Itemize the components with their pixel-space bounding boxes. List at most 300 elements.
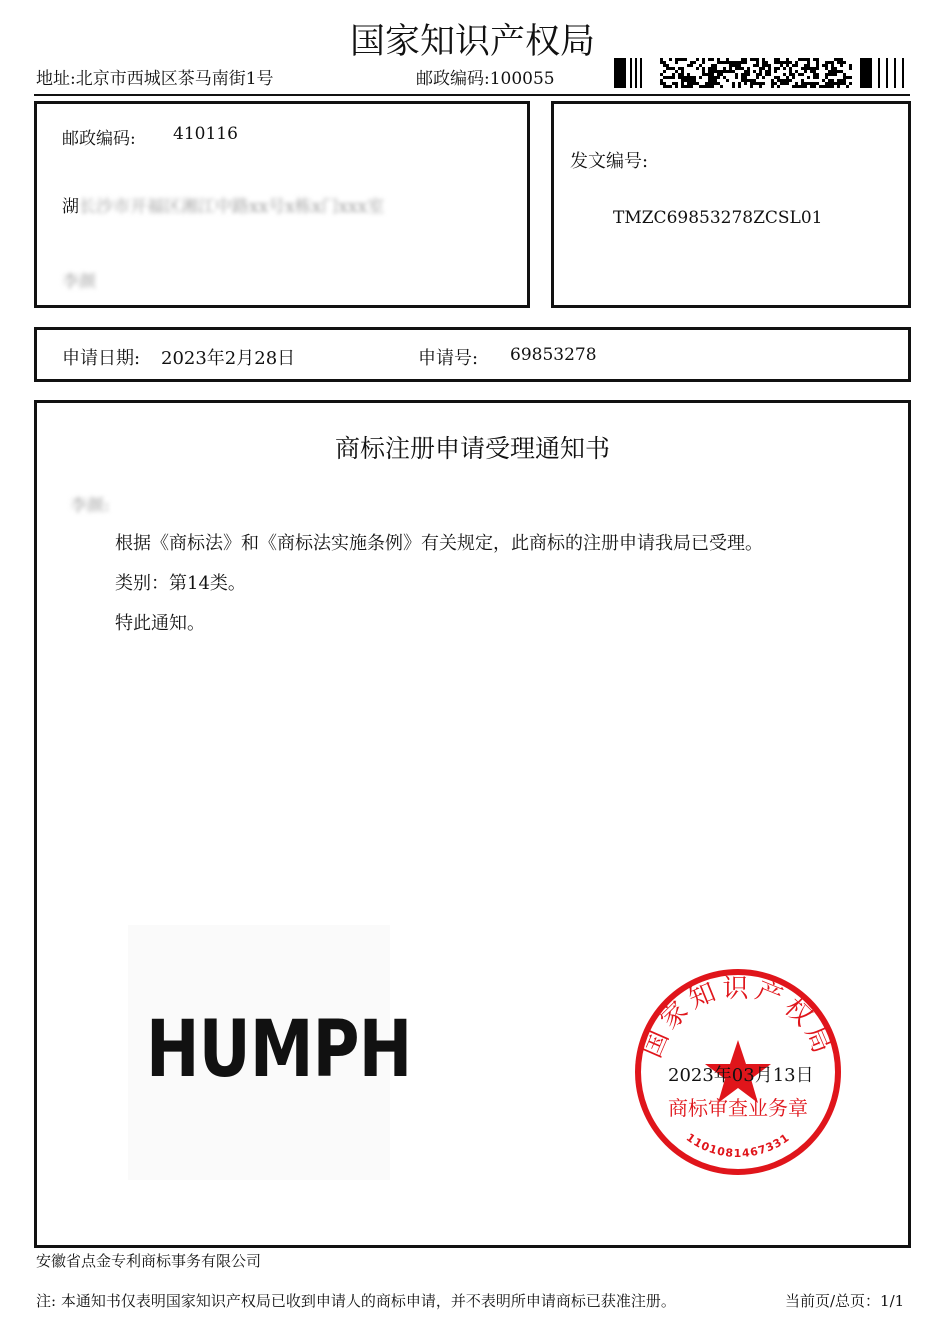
barcode-module xyxy=(729,64,732,67)
barcode-module xyxy=(681,70,684,73)
barcode-module xyxy=(732,64,735,67)
barcode-module xyxy=(777,79,780,82)
barcode-module xyxy=(759,73,762,76)
barcode-module xyxy=(795,85,798,88)
barcode-module xyxy=(753,58,756,61)
barcode-module xyxy=(789,73,792,76)
barcode-module xyxy=(681,82,684,85)
barcode-module xyxy=(762,64,765,67)
barcode-module xyxy=(840,58,843,61)
barcode-module xyxy=(792,73,795,76)
barcode-module xyxy=(843,76,846,79)
barcode-module xyxy=(765,61,768,64)
barcode-module xyxy=(681,73,684,76)
barcode-module xyxy=(825,61,828,64)
barcode-module xyxy=(849,67,852,70)
barcode-module xyxy=(813,76,816,79)
barcode-module xyxy=(690,79,693,82)
barcode-module xyxy=(804,82,807,85)
barcode-module xyxy=(750,79,753,82)
barcode-module xyxy=(723,67,726,70)
barcode-module xyxy=(729,70,732,73)
barcode-module xyxy=(765,73,768,76)
office-title: 国家知识产权局 xyxy=(349,22,595,62)
notice-date: 2023年03月13日 xyxy=(668,1065,814,1086)
seal-code: 1101081467331 xyxy=(683,1130,793,1161)
barcode-module xyxy=(744,61,747,64)
barcode-module xyxy=(711,67,714,70)
barcode-module xyxy=(801,67,804,70)
barcode-module xyxy=(669,85,672,88)
doc-number-box xyxy=(551,101,911,308)
barcode-module xyxy=(810,67,813,70)
barcode-module xyxy=(753,82,756,85)
barcode-module xyxy=(663,82,666,85)
recipient-name: 李颜 xyxy=(62,272,96,292)
barcode-module xyxy=(687,73,690,76)
barcode-module xyxy=(840,61,843,64)
barcode-module xyxy=(711,76,714,79)
notice-title: 商标注册申请受理通知书 xyxy=(334,434,610,463)
barcode-module xyxy=(786,61,789,64)
barcode-module xyxy=(750,85,753,88)
barcode-module xyxy=(678,67,681,70)
barcode-module xyxy=(860,58,872,88)
barcode-module xyxy=(711,82,714,85)
barcode-module xyxy=(831,70,834,73)
barcode-module xyxy=(681,79,684,82)
barcode-module xyxy=(750,82,753,85)
barcode-module xyxy=(813,67,816,70)
barcode-module xyxy=(687,79,690,82)
barcode-module xyxy=(690,61,693,64)
barcode-module xyxy=(708,58,711,61)
barcode-module xyxy=(741,76,744,79)
barcode-module xyxy=(756,58,759,61)
page-indicator: 当前页/总页：1/1 xyxy=(785,1292,905,1310)
barcode-module xyxy=(774,82,777,85)
barcode-module xyxy=(822,64,825,67)
barcode-module xyxy=(678,58,681,61)
trademark-image: HUMPH xyxy=(146,1005,412,1095)
barcode-module xyxy=(816,58,819,61)
notice-body-1: 根据《商标法》和《商标法实施条例》有关规定，此商标的注册申请我局已受理。 xyxy=(115,533,763,554)
address-text: 湖 xyxy=(62,197,79,217)
barcode-module xyxy=(825,73,828,76)
barcode-module xyxy=(783,61,786,64)
barcode-module xyxy=(795,70,798,73)
barcode-module xyxy=(825,64,828,67)
barcode-module xyxy=(804,64,807,67)
barcode-module xyxy=(675,85,678,88)
barcode-module xyxy=(804,67,807,70)
barcode-module xyxy=(753,70,756,73)
barcode-module xyxy=(666,64,669,67)
barcode-module xyxy=(732,85,735,88)
barcode-module xyxy=(708,85,711,88)
barcode-module xyxy=(720,70,723,73)
recipient-box xyxy=(34,101,530,308)
barcode-module xyxy=(696,58,699,61)
barcode-module xyxy=(708,73,711,76)
barcode-module xyxy=(753,64,756,67)
application-number: 69853278 xyxy=(510,345,597,365)
barcode-module xyxy=(834,82,837,85)
barcode-module xyxy=(675,58,678,61)
barcode-module xyxy=(684,58,687,61)
barcode-module xyxy=(807,61,810,64)
barcode-module xyxy=(789,70,792,73)
barcode-module xyxy=(894,58,896,88)
agent-name: 安徽省点金专利商标事务有限公司 xyxy=(36,1252,262,1270)
barcode-module xyxy=(666,67,669,70)
barcode-module xyxy=(705,82,708,85)
barcode-module xyxy=(630,58,632,88)
barcode-module xyxy=(801,58,804,61)
barcode-module xyxy=(735,73,738,76)
salutation: 李颜: xyxy=(70,496,110,516)
barcode-module xyxy=(735,61,738,64)
barcode-module xyxy=(726,61,729,64)
barcode-module xyxy=(843,82,846,85)
barcode-module xyxy=(726,79,729,82)
barcode-module xyxy=(759,67,762,70)
notice-body-3: 特此通知。 xyxy=(115,613,205,634)
barcode-module xyxy=(672,82,675,85)
barcode-module xyxy=(747,67,750,70)
barcode-module xyxy=(660,82,663,85)
barcode-module xyxy=(744,70,747,73)
barcode-module xyxy=(690,82,693,85)
barcode-module xyxy=(678,76,681,79)
barcode-module xyxy=(840,79,843,82)
barcode-module xyxy=(774,61,777,64)
barcode-module xyxy=(831,85,834,88)
barcode-module xyxy=(831,73,834,76)
barcode-module xyxy=(741,79,744,82)
barcode-module xyxy=(753,79,756,82)
barcode-module xyxy=(708,79,711,82)
barcode-module xyxy=(801,79,804,82)
footer-note: 注: 本通知书仅表明国家知识产权局已收到申请人的商标申请，并不表明所申请商标已获准注册。 xyxy=(36,1292,676,1310)
barcode-module xyxy=(696,82,699,85)
barcode-module xyxy=(693,76,696,79)
barcode-module xyxy=(846,76,849,79)
barcode-module xyxy=(738,85,741,88)
barcode-module xyxy=(702,73,705,76)
barcode-module xyxy=(750,58,753,61)
barcode-module xyxy=(723,76,726,79)
barcode-module xyxy=(759,82,762,85)
barcode-module xyxy=(741,73,744,76)
barcode-module xyxy=(840,64,843,67)
barcode-module xyxy=(684,79,687,82)
barcode-module xyxy=(714,70,717,73)
barcode-module xyxy=(780,64,783,67)
barcode-module xyxy=(813,82,816,85)
barcode-module xyxy=(846,85,849,88)
barcode-module xyxy=(635,58,637,88)
barcode-module xyxy=(807,82,810,85)
barcode-module xyxy=(771,79,774,82)
office-postcode: 邮政编码:100055 xyxy=(416,69,555,89)
barcode-module xyxy=(819,85,822,88)
barcode-module xyxy=(810,82,813,85)
barcode-module xyxy=(837,70,840,73)
barcode-module xyxy=(735,64,738,67)
barcode-module xyxy=(717,70,720,73)
barcode-module xyxy=(640,58,642,88)
barcode-module xyxy=(708,70,711,73)
application-box xyxy=(34,327,911,382)
barcode-module xyxy=(684,76,687,79)
barcode-module xyxy=(849,64,852,67)
barcode-module xyxy=(777,76,780,79)
barcode-module xyxy=(666,85,669,88)
barcode-module xyxy=(902,58,904,88)
barcode-module xyxy=(822,85,825,88)
barcode-module xyxy=(702,70,705,73)
barcode-module xyxy=(672,76,675,79)
barcode-module xyxy=(672,67,675,70)
barcode-module xyxy=(828,79,831,82)
barcode-module xyxy=(711,73,714,76)
barcode-module xyxy=(783,67,786,70)
barcode-module xyxy=(714,82,717,85)
barcode-module xyxy=(843,61,846,64)
barcode-module xyxy=(744,79,747,82)
barcode-module xyxy=(738,82,741,85)
barcode-module xyxy=(720,85,723,88)
barcode-module xyxy=(660,58,663,61)
barcode-module xyxy=(705,73,708,76)
barcode-module xyxy=(738,67,741,70)
barcode-module xyxy=(702,67,705,70)
barcode-module xyxy=(681,76,684,79)
barcode-module xyxy=(768,70,771,73)
barcode-module xyxy=(825,67,828,70)
application-date: 2023年2月28日 xyxy=(161,348,296,369)
barcode-module xyxy=(714,64,717,67)
barcode-module xyxy=(807,64,810,67)
barcode-module xyxy=(702,61,705,64)
barcode-module xyxy=(765,70,768,73)
barcode-module xyxy=(663,61,666,64)
doc-number: TMZC69853278ZCSL01 xyxy=(613,208,823,228)
barcode-module xyxy=(666,76,669,79)
barcode-module xyxy=(714,79,717,82)
barcode-module xyxy=(834,58,837,61)
barcode-module xyxy=(828,61,831,64)
barcode-module xyxy=(660,61,663,64)
barcode-module xyxy=(780,82,783,85)
barcode-module xyxy=(762,82,765,85)
barcode-module xyxy=(843,73,846,76)
barcode-module xyxy=(771,85,774,88)
barcode-module xyxy=(735,67,738,70)
barcode-module xyxy=(816,64,819,67)
barcode-module xyxy=(744,82,747,85)
barcode-module xyxy=(756,73,759,76)
barcode-module xyxy=(738,64,741,67)
barcode-module xyxy=(828,85,831,88)
barcode-module xyxy=(768,64,771,67)
barcode-module xyxy=(717,82,720,85)
barcode-module xyxy=(735,76,738,79)
barcode-module xyxy=(813,70,816,73)
barcode-module xyxy=(840,70,843,73)
barcode-module xyxy=(711,70,714,73)
barcode-module xyxy=(699,64,702,67)
barcode-module xyxy=(837,61,840,64)
barcode-module xyxy=(831,64,834,67)
barcode-module xyxy=(786,79,789,82)
barcode-module xyxy=(837,85,840,88)
barcode-module xyxy=(804,85,807,88)
barcode-module xyxy=(786,82,789,85)
barcode-module xyxy=(801,85,804,88)
barcode-module xyxy=(774,70,777,73)
barcode-module xyxy=(726,58,729,61)
barcode-module xyxy=(732,70,735,73)
barcode-module xyxy=(717,58,720,61)
application-date-label: 申请日期: xyxy=(62,348,141,369)
barcode-module xyxy=(720,61,723,64)
barcode-module xyxy=(813,73,816,76)
seal-top-text: 国家知识产权局 xyxy=(637,973,839,1063)
barcode-module xyxy=(813,85,816,88)
barcode-module xyxy=(816,73,819,76)
notice-body-2: 类别：第14类。 xyxy=(115,573,246,594)
barcode-module xyxy=(741,58,744,61)
recipient-postcode: 410116 xyxy=(173,124,238,144)
barcode-module xyxy=(783,73,786,76)
barcode-module xyxy=(789,67,792,70)
barcode xyxy=(614,58,906,88)
barcode-module xyxy=(699,76,702,79)
barcode-module xyxy=(693,79,696,82)
barcode-module xyxy=(831,61,834,64)
barcode-module xyxy=(792,85,795,88)
barcode-module xyxy=(687,82,690,85)
barcode-module xyxy=(762,58,765,61)
barcode-module xyxy=(878,58,880,88)
barcode-module xyxy=(834,67,837,70)
barcode-module xyxy=(792,64,795,67)
barcode-module xyxy=(777,85,780,88)
barcode-module xyxy=(795,61,798,64)
barcode-module xyxy=(807,67,810,70)
barcode-module xyxy=(738,61,741,64)
barcode-module xyxy=(816,82,819,85)
barcode-module xyxy=(669,76,672,79)
barcode-module xyxy=(840,82,843,85)
seal-bottom-text: 商标审查业务章 xyxy=(668,1096,808,1120)
barcode-module xyxy=(741,61,744,64)
barcode-module xyxy=(774,58,777,61)
barcode-module xyxy=(798,58,801,61)
barcode-module xyxy=(726,70,729,73)
barcode-module xyxy=(828,70,831,73)
barcode-module xyxy=(762,67,765,70)
barcode-module xyxy=(786,76,789,79)
barcode-module xyxy=(813,58,816,61)
barcode-module xyxy=(798,73,801,76)
barcode-module xyxy=(828,82,831,85)
barcode-module xyxy=(825,85,828,88)
barcode-module xyxy=(837,58,840,61)
barcode-module xyxy=(663,76,666,79)
barcode-module xyxy=(843,79,846,82)
barcode-module xyxy=(675,70,678,73)
barcode-module xyxy=(768,73,771,76)
barcode-module xyxy=(669,58,672,61)
barcode-module xyxy=(825,76,828,79)
barcode-module xyxy=(729,67,732,70)
barcode-module xyxy=(801,73,804,76)
barcode-module xyxy=(711,64,714,67)
barcode-module xyxy=(681,67,684,70)
barcode-module xyxy=(690,64,693,67)
barcode-module xyxy=(792,76,795,79)
barcode-module xyxy=(708,82,711,85)
barcode-module xyxy=(759,70,762,73)
barcode-module xyxy=(693,61,696,64)
recipient-address: 湖长沙市开福区湘江中路xx号x栋x门xxx室 xyxy=(62,197,385,217)
barcode-module xyxy=(705,85,708,88)
barcode-module xyxy=(696,67,699,70)
barcode-module xyxy=(756,82,759,85)
barcode-module xyxy=(777,67,780,70)
barcode-module xyxy=(789,61,792,64)
barcode-module xyxy=(729,61,732,64)
barcode-module xyxy=(744,73,747,76)
barcode-module xyxy=(699,85,702,88)
barcode-module xyxy=(780,79,783,82)
barcode-module xyxy=(828,73,831,76)
barcode-module xyxy=(720,73,723,76)
barcode-module xyxy=(678,73,681,76)
barcode-module xyxy=(777,61,780,64)
barcode-module xyxy=(681,85,684,88)
barcode-module xyxy=(690,85,693,88)
barcode-module xyxy=(747,79,750,82)
barcode-module xyxy=(675,61,678,64)
barcode-module xyxy=(783,82,786,85)
barcode-module xyxy=(807,76,810,79)
barcode-module xyxy=(663,64,666,67)
office-address: 地址:北京市西城区茶马南街1号 xyxy=(36,69,274,89)
barcode-module xyxy=(747,73,750,76)
barcode-module xyxy=(756,76,759,79)
barcode-module xyxy=(886,58,888,88)
barcode-module xyxy=(831,79,834,82)
barcode-module xyxy=(690,76,693,79)
barcode-module xyxy=(756,61,759,64)
barcode-module xyxy=(774,67,777,70)
barcode-module xyxy=(837,79,840,82)
barcode-module xyxy=(756,64,759,67)
barcode-module xyxy=(780,61,783,64)
barcode-module xyxy=(807,58,810,61)
barcode-module xyxy=(822,79,825,82)
barcode-module xyxy=(687,64,690,67)
barcode-module xyxy=(777,58,780,61)
barcode-module xyxy=(759,85,762,88)
recipient-postcode-label: 邮政编码: xyxy=(62,129,136,149)
barcode-module xyxy=(795,82,798,85)
barcode-module xyxy=(810,70,813,73)
